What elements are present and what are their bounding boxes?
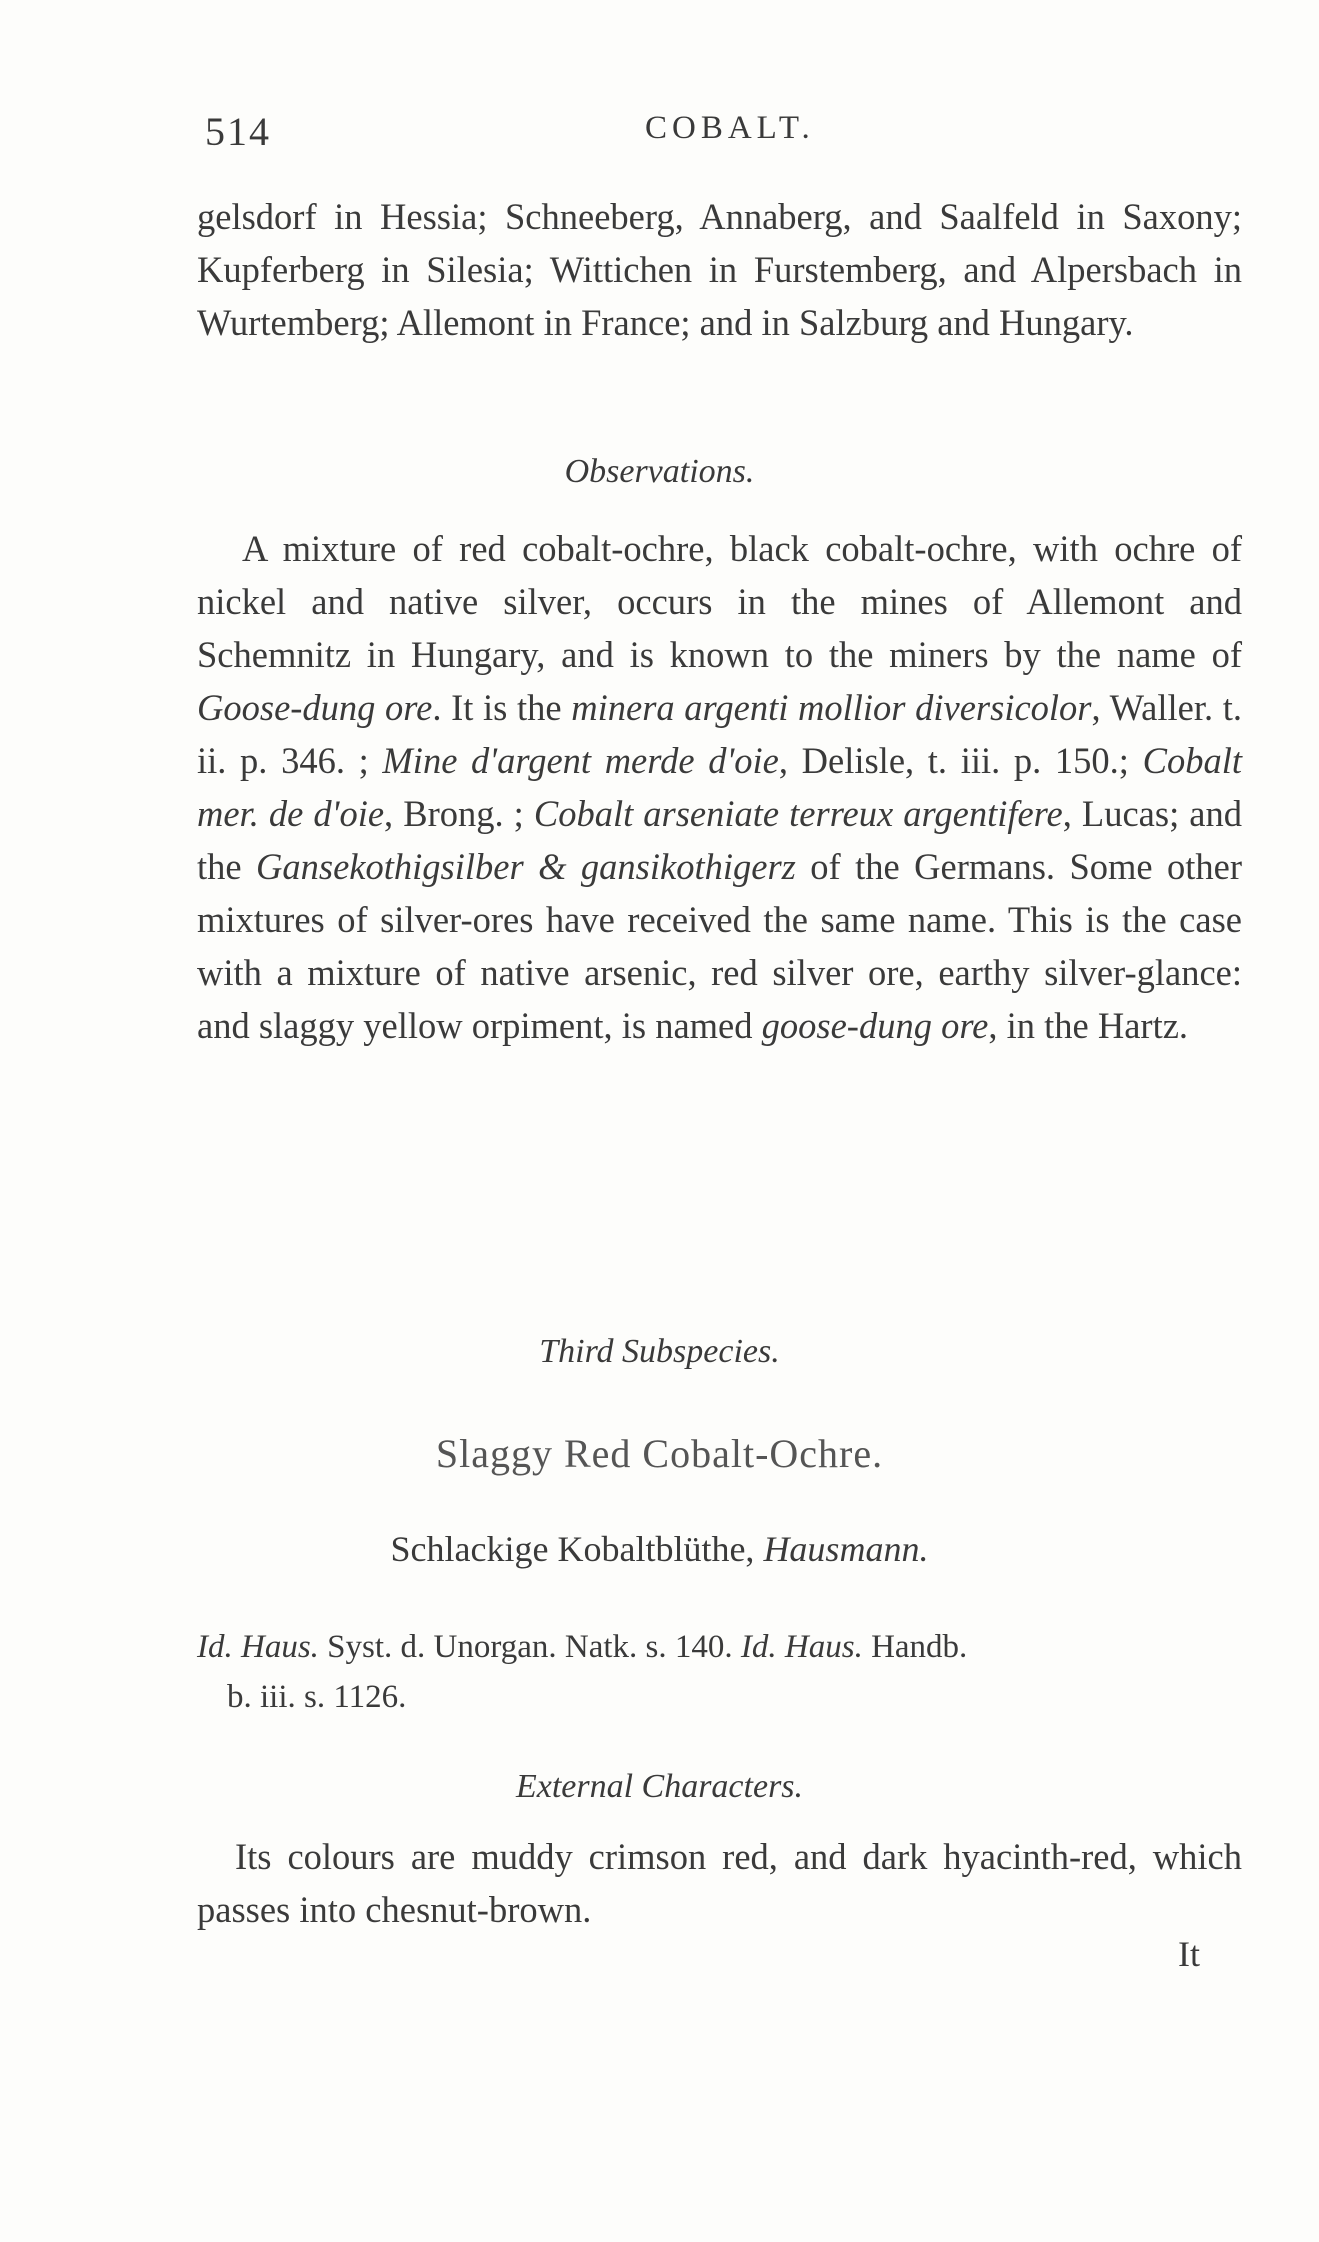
obs-text: , Brong. ; — [384, 793, 534, 834]
obs-text: , Delisle, t. iii. p. 150.; — [778, 740, 1143, 781]
page-number: 514 — [205, 109, 271, 154]
ref-italic: Id. Haus. — [197, 1629, 319, 1665]
obs-text: , Lucas; and the — [197, 793, 1242, 887]
obs-italic: minera argenti mollior diversicolor — [571, 687, 1092, 728]
subspecies-title: Slaggy Red Cobalt-Ochre. — [435, 1431, 884, 1476]
ref-text: Handb. — [862, 1629, 968, 1665]
obs-italic: Gansekothigsilber & gansikothigerz — [256, 846, 796, 887]
external-heading: External Characters. — [515, 1768, 804, 1805]
catchword: It — [1178, 1934, 1200, 1974]
synonym-name: Schlackige Kobaltblüthe, — [390, 1529, 764, 1569]
localities-paragraph: gelsdorf in Hessia; Schneeberg, Annaberg, and Saalfeld in Saxony; Kupferberg in Silesia; Wittichen in Furstemberg, and Alpersbach in Wurtemberg; Allemont in France; and in Salzburg and Hungary. — [197, 196, 1242, 343]
external-paragraph: Its colours are muddy crimson red, and dark hyacinth-red, which passes into chesnut-brown. — [197, 1836, 1242, 1930]
subspecies-synonym — [0, 1528, 1319, 1570]
obs-italic: Cobalt mer. de d'oie — [197, 740, 1242, 834]
ref-italic: Id. Haus. — [740, 1629, 863, 1665]
obs-text: . It is the — [432, 687, 572, 728]
ref-text: Syst. d. Unorgan. Natk. s. 140. — [318, 1629, 741, 1665]
obs-italic: Cobalt arseniate terreux argentifere — [533, 793, 1063, 834]
obs-text: , Waller. t. ii. p. 346. ; — [197, 687, 1242, 781]
obs-italic: Mine d'argent merde d'oie — [382, 740, 779, 781]
obs-italic: Goose-dung ore — [197, 687, 433, 728]
reference-line — [197, 1622, 1242, 1672]
references — [197, 1622, 1242, 1722]
obs-italic: goose-dung ore — [761, 1005, 989, 1046]
running-head: COBALT. — [645, 110, 815, 146]
observations-paragraph — [197, 522, 1242, 1052]
obs-text: A mixture of red cobalt-ochre, black cobalt-ochre, with ochre of nickel and native silver, occurs in the mines of Allemont and Schemnitz in Hungary, and is known to the miners by the name of — [197, 528, 1242, 675]
synonym-author: Hausmann. — [763, 1529, 929, 1569]
reference-line: b. iii. s. 1126. — [227, 1679, 407, 1715]
obs-text: , in the Hartz. — [988, 1005, 1189, 1046]
observations-heading: Observations. — [564, 453, 755, 490]
page-header — [205, 108, 1240, 158]
obs-text: of the Germans. Some other mixtures of silver-ores have received the same name. This is the case with a mixture of native arsenic, red silver ore, earthy silver-glance: and slaggy yellow orpiment, is named — [197, 846, 1243, 1046]
subspecies-heading: Third Subspecies. — [539, 1333, 780, 1370]
